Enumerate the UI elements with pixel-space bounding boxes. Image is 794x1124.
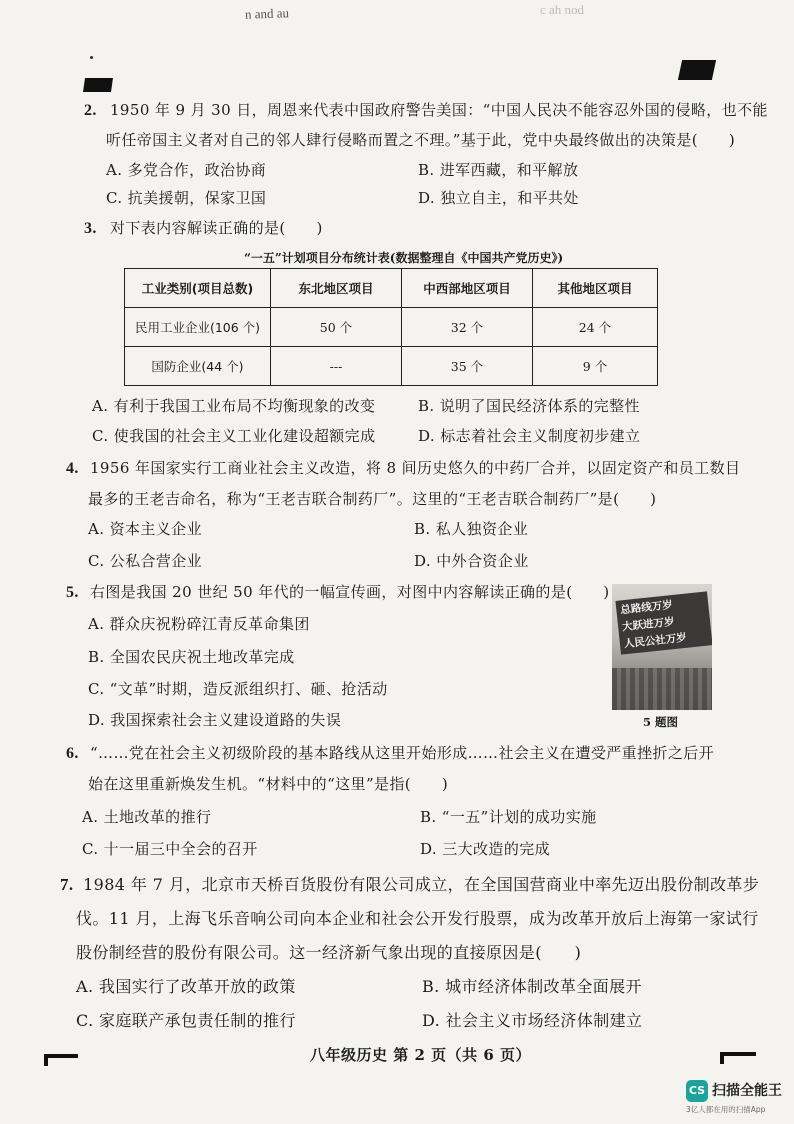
table-cell: 32 个 xyxy=(402,308,533,347)
question-5-option-c[interactable]: C. “文革”时期，造反派组织打、砸、抢活动 xyxy=(88,680,388,698)
question-5-line-1 xyxy=(66,581,610,602)
question-7-option-d[interactable]: D. 社会主义市场经济体制建立 xyxy=(422,1011,643,1030)
project-distribution-table xyxy=(124,268,658,386)
table-cell: 国防企业(44 个) xyxy=(125,347,271,386)
poster-caption: 5 题图 xyxy=(643,715,679,729)
propaganda-poster-image xyxy=(612,584,712,710)
question-3-text-1: 对下表内容解读正确的是( ) xyxy=(109,219,323,237)
question-7-line-2: 伐。11 月，上海飞乐音响公司向本企业和社会公开发行股票，成为改革开放后上海第一家试行 xyxy=(76,909,759,928)
table-cell: --- xyxy=(271,347,402,386)
camscanner-name: 扫描全能王 xyxy=(712,1083,782,1099)
table-title: “一五”计划项目分布统计表(数据整理自《中国共产党历史》) xyxy=(244,251,564,265)
question-2-line-2: 听任帝国主义者对自己的邻人肆行侵略而置之不理。”基于此，党中央最终做出的决策是( ) xyxy=(106,131,736,149)
table-row xyxy=(125,347,658,386)
question-2-text-1: 1950 年 9 月 30 日，周恩来代表中国政府警告美国：“中国人民决不能容忍外国的侵略，也不能 xyxy=(109,101,768,119)
question-7-number: 7. xyxy=(60,875,74,894)
question-6-option-a[interactable]: A. 土地改革的推行 xyxy=(82,808,212,826)
question-7-option-b[interactable]: B. 城市经济体制改革全面展开 xyxy=(422,977,642,996)
question-3-line-1 xyxy=(84,217,323,238)
question-6-line-1 xyxy=(66,742,714,763)
question-4-text-1: 1956 年国家实行工商业社会主义改造，将 8 间历史悠久的中药厂合并，以固定资产和员工数目 xyxy=(89,459,741,477)
question-5-number: 5. xyxy=(66,584,79,601)
question-2-option-d[interactable]: D. 独立自主，和平共处 xyxy=(418,189,579,207)
poster-slogan-line: 大跃进万岁 xyxy=(621,615,676,634)
question-7-option-a[interactable]: A. 我国实行了改革开放的政策 xyxy=(76,977,296,996)
question-6-option-b[interactable]: B. “一五”计划的成功实施 xyxy=(420,808,597,826)
bleed-through-text-right: c ah nod xyxy=(540,2,585,17)
question-4-option-d[interactable]: D. 中外合资企业 xyxy=(414,552,529,570)
poster-slogan-line: 总路线万岁 xyxy=(619,599,674,617)
question-6-option-d[interactable]: D. 三大改造的完成 xyxy=(420,840,551,858)
question-7-line-1 xyxy=(60,872,759,895)
table-cell: 35 个 xyxy=(402,347,533,386)
question-3-option-d[interactable]: D. 标志着社会主义制度初步建立 xyxy=(418,427,641,445)
corner-mark-bottom-right-vertical xyxy=(720,1052,724,1064)
question-3-option-c[interactable]: C. 使我国的社会主义工业化建设超额完成 xyxy=(92,427,376,445)
question-5-option-d[interactable]: D. 我国探索社会主义建设道路的失误 xyxy=(88,711,342,729)
question-4-line-2: 最多的王老吉命名，称为“王老吉联合制药厂”。这里的“王老吉联合制药厂”是( ) xyxy=(88,490,657,508)
corner-mark-bottom-right xyxy=(720,1052,756,1056)
question-6-option-c[interactable]: C. 十一届三中全会的召开 xyxy=(82,840,258,858)
corner-mark-bottom-left-vertical xyxy=(44,1054,48,1066)
question-7-line-3: 股份制经营的股份有限公司。这一经济新气象出现的直接原因是( ) xyxy=(76,943,582,962)
question-6-number: 6. xyxy=(66,745,79,762)
table-cell: 24 个 xyxy=(533,308,658,347)
question-5-text-1: 右图是我国 20 世纪 50 年代的一幅宣传画，对图中内容解读正确的是( ) xyxy=(89,583,610,601)
question-2-line-1 xyxy=(84,99,768,120)
question-4-line-1 xyxy=(66,457,740,478)
question-5-option-a[interactable]: A. 群众庆祝粉碎江青反革命集团 xyxy=(88,615,310,633)
table-header-cell: 工业类别(项目总数) xyxy=(125,269,271,308)
bleed-through-text: n and au xyxy=(244,5,290,22)
corner-mark-bottom-left xyxy=(44,1054,78,1058)
scan-dot xyxy=(90,56,93,59)
table-cell: 民用工业企业(106 个) xyxy=(125,308,271,347)
question-2-option-a[interactable]: A. 多党合作，政治协商 xyxy=(106,161,267,179)
question-4-option-c[interactable]: C. 公私合营企业 xyxy=(88,552,203,570)
question-3-option-b[interactable]: B. 说明了国民经济体系的完整性 xyxy=(418,397,640,415)
page-footer: 八年级历史 第 2 页（共 6 页） xyxy=(310,1046,531,1064)
question-3-option-a[interactable]: A. 有利于我国工业布局不均衡现象的改变 xyxy=(92,397,376,415)
question-4-option-b[interactable]: B. 私人独资企业 xyxy=(414,520,529,538)
table-header-cell: 其他地区项目 xyxy=(533,269,658,308)
table-header-cell: 中西部地区项目 xyxy=(402,269,533,308)
table-row xyxy=(125,308,658,347)
question-6-text-1: “……党在社会主义初级阶段的基本路线从这里开始形成……社会主义在遭受严重挫折之后开 xyxy=(89,744,715,762)
question-4-option-a[interactable]: A. 资本主义企业 xyxy=(88,520,202,538)
table-header-cell: 东北地区项目 xyxy=(271,269,402,308)
question-2-option-c[interactable]: C. 抗美援朝，保家卫国 xyxy=(106,189,267,207)
question-5-option-b[interactable]: B. 全国农民庆祝土地改革完成 xyxy=(88,648,295,666)
table-cell: 50 个 xyxy=(271,308,402,347)
poster-slogan xyxy=(615,591,712,654)
question-7-option-c[interactable]: C. 家庭联产承包责任制的推行 xyxy=(76,1011,296,1030)
alignment-mark-top-right xyxy=(678,60,716,80)
table-cell: 9 个 xyxy=(533,347,658,386)
alignment-mark-top-left xyxy=(83,78,113,92)
poster-slogan-line: 人民公社万岁 xyxy=(623,631,688,651)
camscanner-logo-icon: CS xyxy=(686,1080,708,1102)
camscanner-tagline: 3亿人都在用的扫描App xyxy=(686,1105,766,1114)
question-7-text-1: 1984 年 7 月，北京市天桥百货股份有限公司成立，在全国国营商业中率先迈出股份制改革步 xyxy=(83,875,760,894)
question-2-option-b[interactable]: B. 进军西藏，和平解放 xyxy=(418,161,579,179)
question-4-number: 4. xyxy=(66,460,79,477)
question-6-line-2: 始在这里重新焕发生机。“材料中的“这里”是指( ) xyxy=(88,775,449,793)
question-3-number: 3. xyxy=(84,220,97,237)
poster-crowd xyxy=(612,668,712,710)
question-2-number: 2. xyxy=(84,102,97,119)
table-header-row xyxy=(125,269,658,308)
